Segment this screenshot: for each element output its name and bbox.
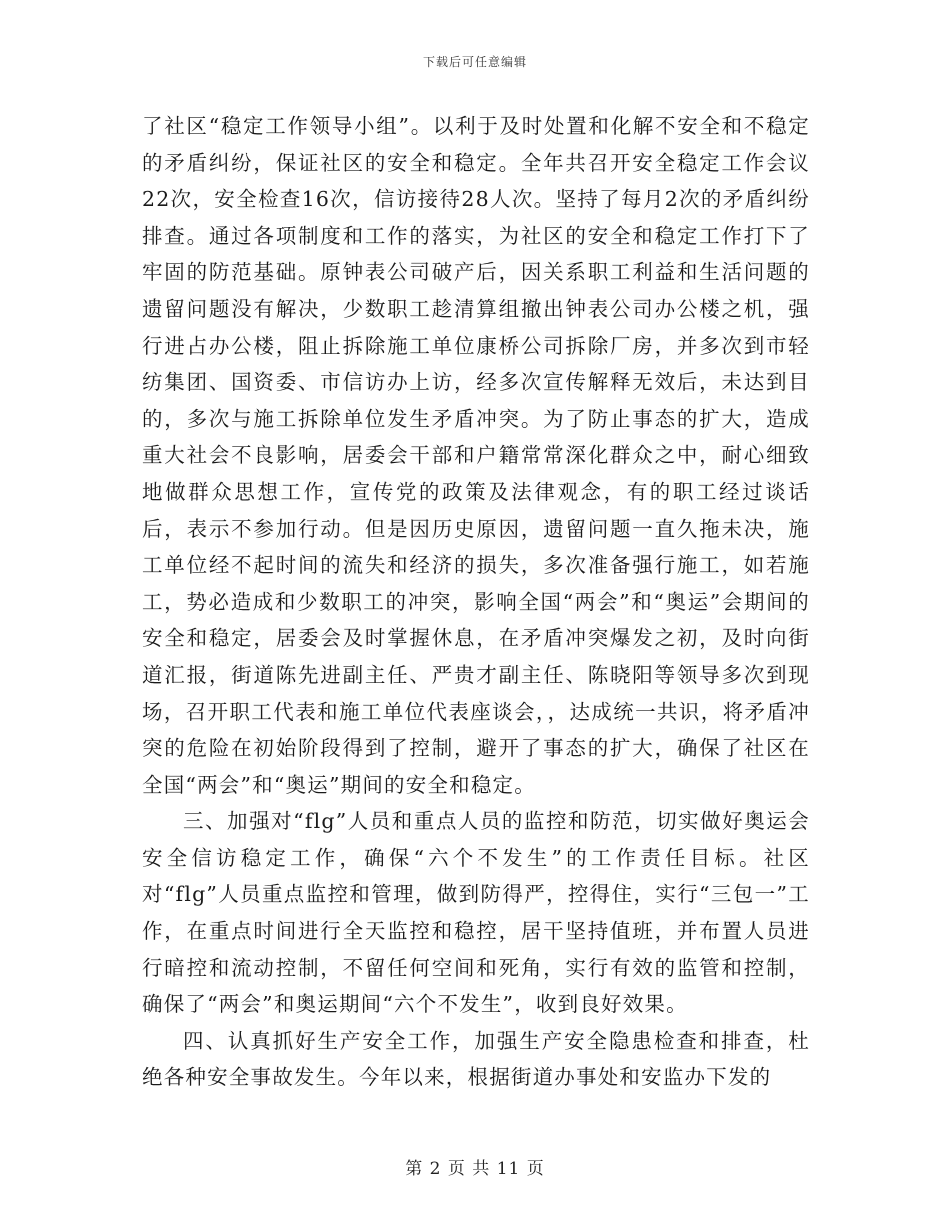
paragraph-section-4: 四、认真抓好生产安全工作，加强生产安全隐患检查和排查，杜绝各种安全事故发生。今年以来，根据街道办事处和安监办下发的 — [142, 1028, 810, 1090]
document-body — [142, 108, 810, 1096]
page-number-footer: 第 2 页 共 11 页 — [405, 1159, 545, 1179]
paragraph-section-3: 三、加强对“flg”人员和重点人员的监控和防范，切实做好奥运会安全信访稳定工作，确保“六个不发生”的工作责任目标。社区对“flg”人员重点监控和管理，做到防得严，控得住，实行“三包一”工作，在重点时间进行全天监控和稳控，居干坚持值班，并布置人员进行暗控和流动控制，不留任何空间和死角，实行有效的监管和控制，确保了“两会”和奥运期间“六个不发生”，收到良好效果。 — [142, 809, 810, 1017]
page-header: 下载后可任意编辑 — [422, 55, 527, 69]
paragraph-continuation: 了社区“稳定工作领导小组”。以利于及时处置和化解不安全和不稳定的矛盾纠纷，保证社区的安全和稳定。全年共召开安全稳定工作会议22次，安全检查16次，信访接待28人次。坚持了每月2次的矛盾纠纷排查。通过各项制度和工作的落实，为社区的安全和稳定工作打下了牢固的防范基础。原钟表公司破产后，因关系职工利益和生活问题的遗留问题没有解决，少数职工趁清算组撤出钟表公司办公楼之机，强行进占办公楼，阻止拆除施工单位康桥公司拆除厂房，并多次到市轻纺集团、国资委、市信访办上访，经多次宣传解释无效后，未达到目的，多次与施工拆除单位发生矛盾冲突。为了防止事态的扩大，造成重大社会不良影响，居委会干部和户籍常常深化群众之中，耐心细致地做群众思想工作，宣传党的政策及法律观念，有的职工经过谈话后，表示不参加行动。但是因历史原因，遗留问题一直久拖未决，施工单位经不起时间的流失和经济的损失，多次准备强行施工，如若施工，势必造成和少数职工的冲突，影响全国“两会”和“奥运”会期间的安全和稳定，居委会及时掌握休息，在矛盾冲突爆发之初，及时向街道汇报，街道陈先进副主任、严贵才副主任、陈晓阳等领导多次到现场，召开职工代表和施工单位代表座谈会，，达成统一共识，将矛盾冲突的危险在初始阶段得到了控制，避开了事态的扩大，确保了社区在全国“两会”和“奥运”期间的安全和稳定。 — [142, 114, 810, 797]
